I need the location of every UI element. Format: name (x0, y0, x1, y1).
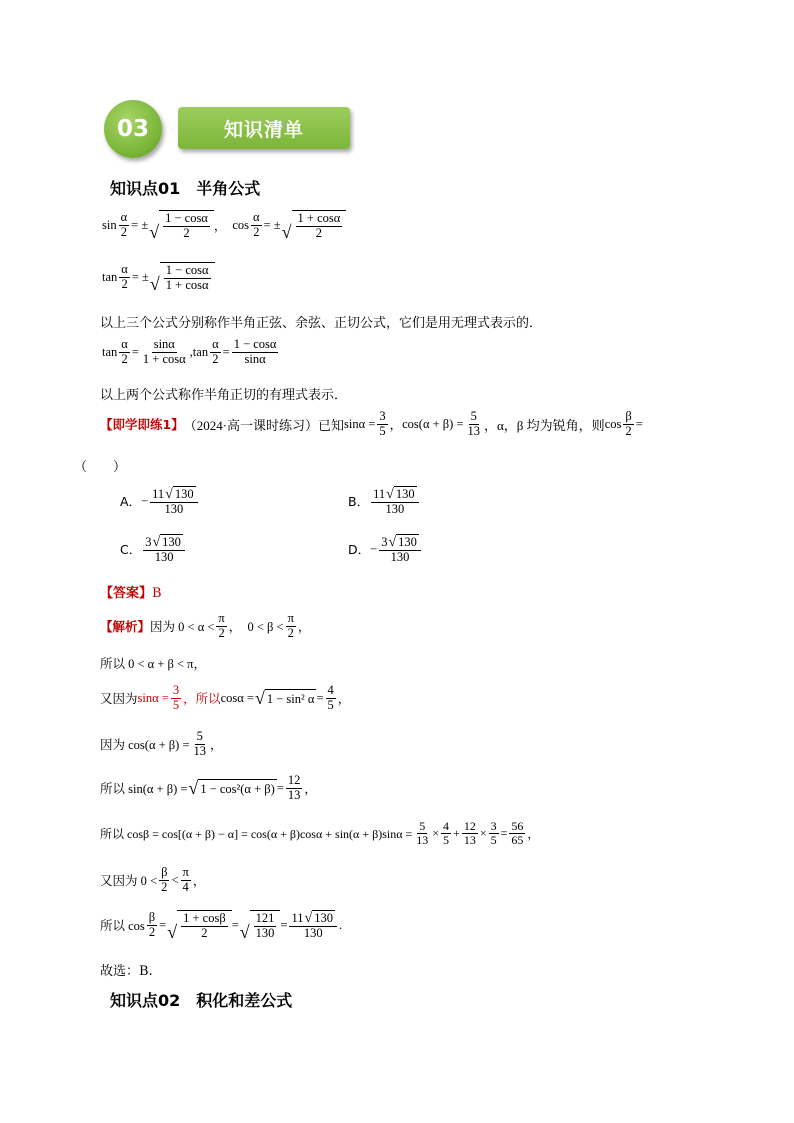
analysis-line-5: 所以 sin(α + β) = √ 1 − cos²(α + β) = $\frac{12}{13}$ ， (100, 773, 317, 802)
half-angle-sin-cos-formula: sin $\frac{\alpha}{2}$ = ± √ $\frac{1 - \cos\alpha}{2}$ ， cos $\frac{\alpha}{2}$ = ± √ $\frac{1 + \cos\alpha}{2}$ (102, 210, 346, 241)
analysis-line-3: 又因为 sinα = $\frac{3}{5}$ ，所以 cosα = √ 1 − sin² α = $\frac{4}{5}$ ， (100, 683, 351, 712)
half-angle-tan-formula: tan $\frac{\alpha}{2}$ = ± √ $\frac{1 - \cos\alpha}{1 + \cos\alpha}$ (102, 262, 215, 293)
kp1-note-rational: 以上两个公式称作半角正切的有理式表示． (100, 388, 348, 403)
analysis-conclusion: 故选：B. (100, 964, 153, 979)
kp2-heading: 知识点02 积化和差公式 (110, 991, 293, 1010)
answer-line: 【答案】B (100, 586, 162, 601)
analysis-line-8: 所以 cos $\frac{\beta}{2}$ = √ $\frac{1 + \cos\beta}{2}$ = √ $\frac{121}{130}$ = 11 √ 130 130 . (100, 910, 343, 942)
section-title-banner: 知识清单 (178, 107, 350, 149)
section-number-badge: 03 (104, 100, 162, 158)
analysis-line-6: 所以 cosβ = cos[(α + β) − α] = cos(α + β)cosα + sin(α + β)sinα = $\frac{5}{13}$ × $\frac{4}{5}$ + $\frac{12}{13}$ × $\frac{3}{5}$ = $\frac{56}{65}$ ， (100, 819, 540, 848)
option-d[interactable]: D． − 3 √ 130 130 (348, 534, 423, 565)
analysis-line-1: 【解析】 因为 0 < α < $\frac{\pi}{2}$ ， 0 < β < $\frac{\pi}{2}$ ， (100, 611, 311, 640)
kp1-note-irrational: 以上三个公式分别称作半角正弦、余弦、正切公式，它们是用无理式表示的． (100, 316, 543, 331)
kp1-heading: 知识点01 半角公式 (110, 179, 261, 198)
analysis-line-4: 因为 cos(α + β) = $\frac{5}{13}$ ， (100, 729, 223, 758)
analysis-line-2: 所以 0 < α + β < π， (100, 657, 206, 671)
option-a[interactable]: A． − 11 √ 130 130 (120, 486, 200, 517)
half-angle-tan-rational: tan $\frac{\alpha}{2}$ = $\frac{\sin\alpha}{1 + \cos\alpha}$ , tan $\frac{\alpha}{2}$ = $\frac{1 - \cos\alpha}{\sin\alpha}$ (102, 337, 277, 366)
exercise-question: 【即学即练1】 （2024·高一课时练习）已知 sinα = $\frac{3}{5}$ ， cos(α + β) = $\frac{5}{13}$ ，α，β 均为锐角，则 cos $\frac{\beta}{2}$ = (100, 409, 643, 438)
option-b[interactable]: B． 11 √ 130 130 (348, 486, 421, 517)
exercise-blank: （ ） (74, 460, 127, 475)
option-c[interactable]: C． 3 √ 130 130 (120, 534, 187, 565)
analysis-line-7: 又因为 0 < $\frac{\beta}{2}$ < $\frac{\pi}{4}$ ， (100, 865, 206, 894)
